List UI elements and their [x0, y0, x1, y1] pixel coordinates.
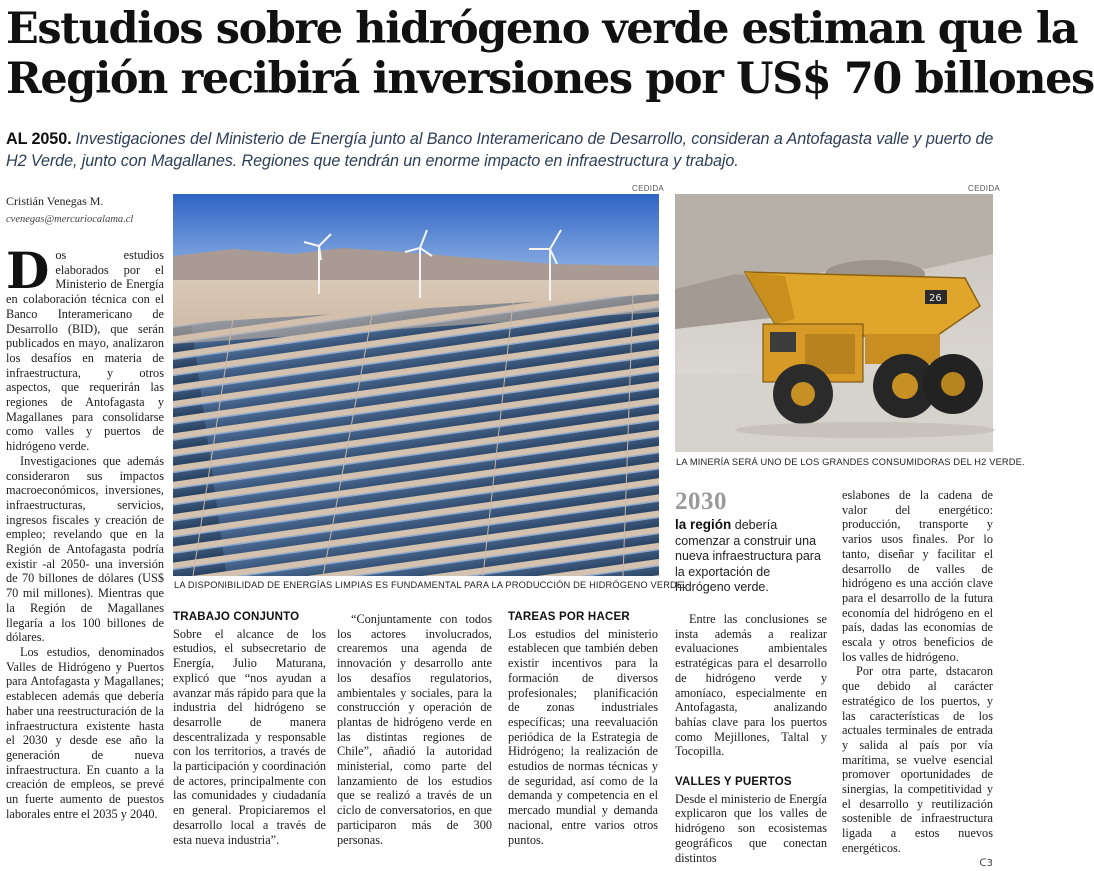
col1-paragraph-2: Investigaciones que además consideraron sus impactos macroeconómicos, inversiones, infraestructuras, servicios, ingresos fiscales y creación de empleo; revelando que en la Región de Antofagasta podría existir -al 2050- una inversión de 70 billones de dólares (US$ 70 mil millones). Mientras que la Región de Magallanes llegaría a los 100 billones de dólares.: [6, 453, 164, 645]
stat-text: [675, 517, 827, 596]
dropcap: D: [6, 241, 50, 300]
author-name: Cristián Venegas M.: [6, 194, 104, 208]
stat-year: 2030: [675, 488, 727, 515]
col5-paragraph-2: Desde el ministerio de Energía explicaron que los valles de hidrógeno son ecosistemas geográficos que conectan distintos: [675, 791, 827, 865]
section-heading-valles-y-puertos: VALLES Y PUERTOS: [675, 776, 792, 789]
author-email: cvenegas@mercuriocalama.cl: [6, 214, 134, 225]
headline: [6, 4, 1094, 104]
lead-tag: AL 2050.: [6, 130, 72, 148]
col6-paragraph-2: Por otra parte, dstacaron que debido al carácter estratégico de los puertos, y las características de los actuales terminales de entrada y salida al país por vía marítima, se vuelve esencial promover oportunidades de sinergias, la competitividad y el desarrollo y reutilización sostenible de infraestructura ligada a estos nuevos energéticos.: [842, 664, 993, 855]
solar-photo-credit: CEDIDA: [632, 184, 665, 193]
byline: [6, 194, 166, 225]
mining-truck-photo: [675, 194, 993, 452]
solar-farm-illustration: [173, 194, 659, 576]
section-heading-trabajo-conjunto: TRABAJO CONJUNTO: [173, 611, 300, 623]
end-of-article-mark: ᑕ3: [979, 857, 993, 869]
mining-truck-illustration: [675, 194, 993, 452]
truck-photo-caption: LA MINERÍA SERÁ UNO DE LOS GRANDES CONSUMIDORAS DEL H2 VERDE.: [676, 457, 1025, 467]
stat-body: debería comenzar a construir una nueva infraestructura para la exportación de hidrógeno verde.: [675, 518, 821, 594]
section-heading-tareas-por-hacer: TAREAS POR HACER: [508, 611, 630, 623]
article-column-5: [675, 612, 827, 865]
solar-photo-caption: LA DISPONIBILIDAD DE ENERGÍAS LIMPIAS ES FUNDAMENTAL PARA LA PRODUCCIÓN DE HIDRÓGENO VERDE.: [174, 580, 687, 590]
col6-paragraph-1: eslabones de la cadena de valor del energético: producción, transporte y varios usos finales. Por lo tanto, diseñar y facilitar el desarrollo de valles de hidrógeno es una acción clave para el desarrollo de la futura economía del hidrógeno en el país, dadas las economías de escala y otros beneficios de los valles de hidrógeno.: [842, 488, 993, 664]
col4-paragraph-1: Los estudios del ministerio establecen que también deben existir incentivos para la formación de diversos profesionales; planificación de zonas industriales específicas; una reevaluación periódica de la Estrategia de Hidrógeno; la realización de estudios de normas técnicas y de seguridad, así como de la demanda y competencia en el mercado mundial y demanda nacional, entre varios otros puntos.: [508, 626, 658, 847]
article-column-1: [6, 241, 164, 821]
solar-farm-photo: [173, 194, 659, 576]
stat-lead: la región: [675, 517, 732, 532]
article-column-6: [842, 488, 993, 871]
article-column-2: [173, 610, 326, 847]
article-column-3: [337, 612, 492, 847]
truck-photo-credit: CEDIDA: [968, 184, 1001, 193]
col5-paragraph-1: Entre las conclusiones se insta además a realizar evaluaciones ambientales estratégicas para el desarrollo de hidrógeno verde y amoníaco, especialmente en Antofagasta, analizando bahías clave para los puertos como Mejillones, Taltal y Tocopilla.: [675, 612, 827, 759]
col3-paragraph-1: “Conjuntamente con todos los actores involucrados, crearemos una agenda de innovación y desarrollo ante los desafíos regulatorios, ambientales y sociales, para la construcción y operación de plantas de hidrógeno verde en las distintas regiones de Chile”, añadió la autoridad ministerial, como parte del lanzamiento de los estudios que se realizó a través de un ciclo de conversatorios, en que participaron más de 300 personas.: [337, 612, 492, 847]
headline-line-2: Región recibirá inversiones por US$ 70 billones: [6, 54, 1094, 104]
headline-line-1: Estudios sobre hidrógeno verde estiman que la: [6, 4, 1078, 54]
lead-text: Investigaciones del Ministerio de Energía junto al Banco Interamericano de Desarrollo, consideran a Antofagasta valle y puerto de H2 Verde, junto con Magallanes. Regiones que tendrán un enorme impacto en infraestructura y trabajo.: [6, 130, 994, 170]
article-column-4: [508, 610, 658, 847]
truck-number: 26: [929, 293, 942, 304]
col1-paragraph-3: Los estudios, denominados Valles de Hidrógeno y Puertos para Antofagasta y Magallanes; establecen además que debería haber una reestructuración de la infraestructura existente hasta el 2030 y desde ese año la generación de nueva infraestructura. En cuanto a la creación de empleos, se prevé un fuerte aumento de puestos laborales entre el 2035 y 2040.: [6, 644, 164, 821]
col1-paragraph-1: os estudios elaborados por el Ministerio de Energía en colaboración técnica con el Banco Interamericano de Desarrollo (BID), que serán publicados en mayo, analizaron los desafíos en materia de infraestructura, y otros aspectos, que requerirán las regiones de Antofagasta y Magallanes para consolidarse como valles y puertos de hidrógeno verde.: [6, 248, 164, 454]
col2-paragraph-1: Sobre el alcance de los estudios, el subsecretario de Energía, Julio Maturana, explicó que “nos ayudan a avanzar más rápido para que la industria del hidrógeno se desarrolle de manera descentralizada y responsable con los territorios, a través de la participación y coordinación de actores, principalmente con las comunidades y ciudadanía en general. Propiciaremos el desarrollo local a través de esta nueva industria”.: [173, 626, 326, 847]
lead-paragraph: [6, 128, 994, 172]
